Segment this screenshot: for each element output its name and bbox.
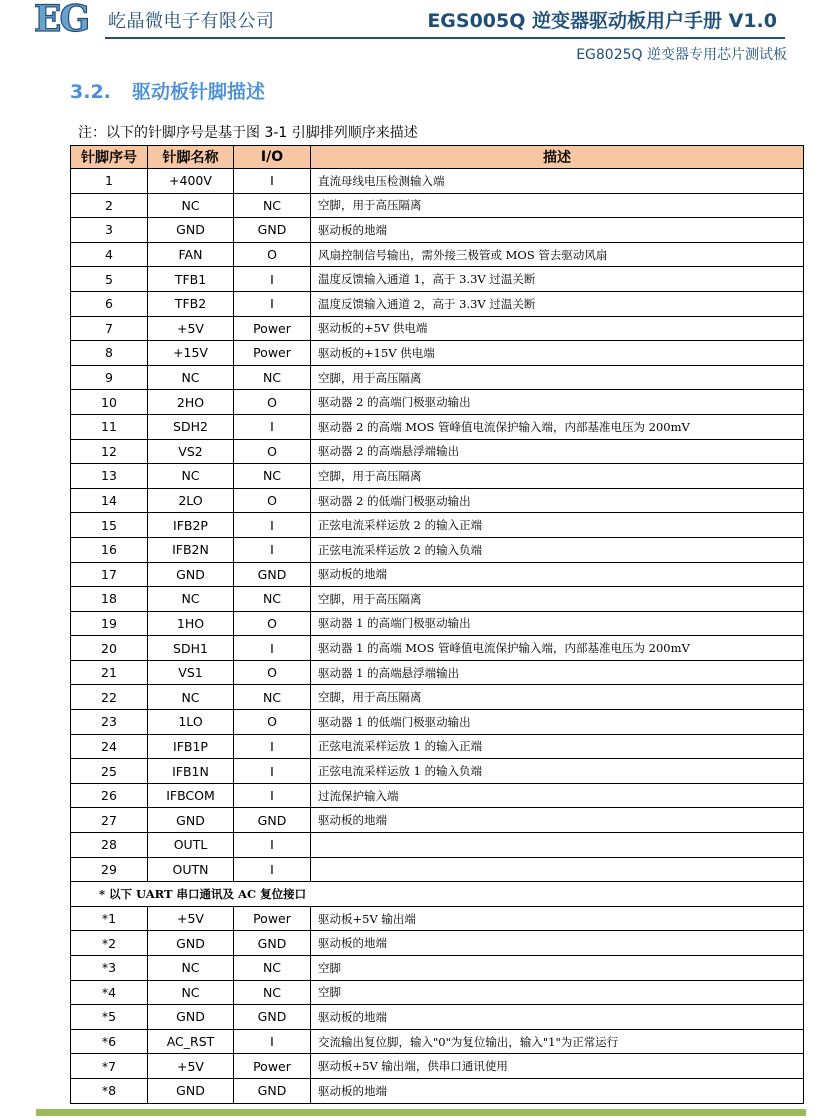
pin-io-cell: I <box>234 833 311 858</box>
pin-io-cell: O <box>234 439 311 464</box>
pin-number-cell: *8 <box>71 1078 148 1103</box>
pin-number-cell: 19 <box>71 611 148 636</box>
pin-number-cell: 22 <box>71 685 148 710</box>
pin-name-cell: NC <box>148 193 234 218</box>
table-row <box>71 685 804 710</box>
pin-number-cell: 25 <box>71 759 148 784</box>
table-row <box>71 587 804 612</box>
header-description: 描述 <box>311 146 804 169</box>
pin-table-body <box>71 169 804 1104</box>
pin-number-cell: *2 <box>71 931 148 956</box>
pin-number-cell: 23 <box>71 710 148 735</box>
pin-name-cell: VS2 <box>148 439 234 464</box>
pin-name-cell: FAN <box>148 242 234 267</box>
pin-number-cell: 20 <box>71 636 148 661</box>
pin-io-cell: NC <box>234 365 311 390</box>
pin-number-cell: 21 <box>71 660 148 685</box>
table-row <box>71 1005 804 1030</box>
pin-io-cell: NC <box>234 685 311 710</box>
pin-description-cell: 驱动器 1 的高端 MOS 管峰值电流保护输入端，内部基准电压为 200mV <box>311 636 804 661</box>
table-row <box>71 169 804 194</box>
table-row <box>71 734 804 759</box>
pin-name-cell: 2HO <box>148 390 234 415</box>
pin-io-cell: I <box>234 291 311 316</box>
pin-name-cell: SDH1 <box>148 636 234 661</box>
pin-io-cell: GND <box>234 218 311 243</box>
pin-description-cell: 驱动板的地端 <box>311 1078 804 1103</box>
table-row <box>71 931 804 956</box>
pin-io-cell: I <box>234 1029 311 1054</box>
pin-io-cell: I <box>234 537 311 562</box>
pin-io-cell: GND <box>234 1078 311 1103</box>
pin-name-cell: VS1 <box>148 660 234 685</box>
table-row <box>71 464 804 489</box>
pin-name-cell: IFB2N <box>148 537 234 562</box>
pin-io-cell: Power <box>234 341 311 366</box>
pin-io-cell: I <box>234 734 311 759</box>
pin-description-cell: 正弦电流采样运放 2 的输入负端 <box>311 537 804 562</box>
section-heading <box>70 77 265 104</box>
pin-number-cell: 1 <box>71 169 148 194</box>
pin-number-cell: *6 <box>71 1029 148 1054</box>
section-title: 驱动板针脚描述 <box>132 81 266 103</box>
pin-number-cell: *3 <box>71 956 148 981</box>
pin-name-cell: +5V <box>148 316 234 341</box>
pin-description-cell: 过流保护输入端 <box>311 783 804 808</box>
pin-number-cell: 27 <box>71 808 148 833</box>
pin-name-cell: OUTN <box>148 857 234 882</box>
table-row <box>71 808 804 833</box>
pin-name-cell: +400V <box>148 169 234 194</box>
pin-description-cell: 驱动器 2 的低端门极驱动输出 <box>311 488 804 513</box>
pin-number-cell: 8 <box>71 341 148 366</box>
pin-description-cell: 驱动器 2 的高端悬浮端输出 <box>311 439 804 464</box>
pin-name-cell: +5V <box>148 1054 234 1079</box>
pin-name-cell: IFB2P <box>148 513 234 538</box>
pin-io-cell: NC <box>234 956 311 981</box>
table-row <box>71 365 804 390</box>
pin-io-cell: GND <box>234 1005 311 1030</box>
pin-description-cell: 正弦电流采样运放 1 的输入负端 <box>311 759 804 784</box>
pin-io-cell: I <box>234 414 311 439</box>
pin-name-cell: NC <box>148 464 234 489</box>
pin-description-cell: 驱动器 1 的高端门极驱动输出 <box>311 611 804 636</box>
table-row <box>71 193 804 218</box>
pin-name-cell: 1HO <box>148 611 234 636</box>
pin-name-cell: GND <box>148 1005 234 1030</box>
table-row <box>71 710 804 735</box>
pin-description-cell: 风扇控制信号输出，需外接三极管或 MOS 管去驱动风扇 <box>311 242 804 267</box>
uart-section-row <box>71 882 804 907</box>
header-divider <box>105 37 785 39</box>
table-row <box>71 341 804 366</box>
pin-name-cell: GND <box>148 931 234 956</box>
pin-number-cell: 15 <box>71 513 148 538</box>
pin-description-cell: 交流输出复位脚，输入"0"为复位输出，输入"1"为正常运行 <box>311 1029 804 1054</box>
pin-number-cell: *5 <box>71 1005 148 1030</box>
table-note: 注：以下的针脚序号是基于图 3-1 引脚排列顺序来描述 <box>78 125 418 141</box>
pin-name-cell: OUTL <box>148 833 234 858</box>
pin-io-cell: I <box>234 513 311 538</box>
pin-name-cell: IFB1P <box>148 734 234 759</box>
pin-io-cell: I <box>234 169 311 194</box>
pin-name-cell: +15V <box>148 341 234 366</box>
svg-text:EG: EG <box>34 0 89 36</box>
pin-number-cell: 3 <box>71 218 148 243</box>
pin-io-cell: O <box>234 390 311 415</box>
table-row <box>71 833 804 858</box>
header-pin-number: 针脚序号 <box>71 146 148 169</box>
pin-name-cell: NC <box>148 365 234 390</box>
footer-bar <box>36 1109 806 1116</box>
pin-io-cell: Power <box>234 906 311 931</box>
pin-io-cell: NC <box>234 193 311 218</box>
table-row <box>71 611 804 636</box>
pin-description-cell: 驱动器 1 的低端门极驱动输出 <box>311 710 804 735</box>
pin-name-cell: TFB1 <box>148 267 234 292</box>
company-name: 屹晶微电子有限公司 <box>108 11 275 32</box>
pin-description-cell: 正弦电流采样运放 2 的输入正端 <box>311 513 804 538</box>
table-row <box>71 414 804 439</box>
pin-description-cell: 空脚，用于高压隔离 <box>311 587 804 612</box>
table-row <box>71 636 804 661</box>
pin-name-cell: AC_RST <box>148 1029 234 1054</box>
pin-name-cell: SDH2 <box>148 414 234 439</box>
table-row <box>71 906 804 931</box>
pin-description-cell: 正弦电流采样运放 1 的输入正端 <box>311 734 804 759</box>
pin-number-cell: *4 <box>71 980 148 1005</box>
table-row <box>71 488 804 513</box>
pin-number-cell: *7 <box>71 1054 148 1079</box>
pin-description-cell: 驱动板+5V 输出端 <box>311 906 804 931</box>
pin-description-cell: 驱动板的地端 <box>311 218 804 243</box>
pin-name-cell: 1LO <box>148 710 234 735</box>
table-row <box>71 783 804 808</box>
pin-description-cell: 空脚 <box>311 980 804 1005</box>
pin-table <box>70 145 804 1104</box>
pin-io-cell: GND <box>234 931 311 956</box>
pin-io-cell: I <box>234 857 311 882</box>
pin-name-cell: NC <box>148 980 234 1005</box>
table-row <box>71 759 804 784</box>
pin-description-cell: 空脚 <box>311 956 804 981</box>
document-title: EGS005Q 逆变器驱动板用户手册 V1.0 <box>427 10 777 32</box>
pin-description-cell: 空脚，用于高压隔离 <box>311 685 804 710</box>
pin-description-cell: 驱动板的地端 <box>311 808 804 833</box>
pin-number-cell: 28 <box>71 833 148 858</box>
pin-io-cell: O <box>234 488 311 513</box>
pin-number-cell: 9 <box>71 365 148 390</box>
table-row <box>71 513 804 538</box>
pin-description-cell: 驱动板+5V 输出端，供串口通讯使用 <box>311 1054 804 1079</box>
section-number: 3.2. <box>70 81 111 103</box>
pin-name-cell: NC <box>148 956 234 981</box>
pin-io-cell: I <box>234 636 311 661</box>
pin-io-cell: I <box>234 759 311 784</box>
pin-io-cell: I <box>234 783 311 808</box>
pin-description-cell: 驱动板的地端 <box>311 562 804 587</box>
pin-io-cell: NC <box>234 980 311 1005</box>
pin-description-cell: 驱动器 2 的高端 MOS 管峰值电流保护输入端，内部基准电压为 200mV <box>311 414 804 439</box>
pin-name-cell: NC <box>148 587 234 612</box>
table-row <box>71 267 804 292</box>
pin-number-cell: 6 <box>71 291 148 316</box>
pin-number-cell: 4 <box>71 242 148 267</box>
table-row <box>71 562 804 587</box>
pin-name-cell: +5V <box>148 906 234 931</box>
header-pin-name: 针脚名称 <box>148 146 234 169</box>
table-row <box>71 956 804 981</box>
pin-description-cell: 温度反馈输入通道 2，高于 3.3V 过温关断 <box>311 291 804 316</box>
table-row <box>71 1078 804 1103</box>
pin-name-cell: IFB1N <box>148 759 234 784</box>
table-row <box>71 857 804 882</box>
table-row <box>71 1054 804 1079</box>
pin-description-cell <box>311 857 804 882</box>
pin-io-cell: GND <box>234 808 311 833</box>
pin-io-cell: GND <box>234 562 311 587</box>
pin-number-cell: 16 <box>71 537 148 562</box>
pin-name-cell: NC <box>148 685 234 710</box>
pin-description-cell <box>311 833 804 858</box>
pin-io-cell: O <box>234 242 311 267</box>
table-row <box>71 1029 804 1054</box>
pin-name-cell: TFB2 <box>148 291 234 316</box>
pin-number-cell: 14 <box>71 488 148 513</box>
pin-number-cell: 24 <box>71 734 148 759</box>
pin-number-cell: 5 <box>71 267 148 292</box>
pin-name-cell: GND <box>148 218 234 243</box>
eg-logo <box>32 0 100 36</box>
pin-description-cell: 驱动板的地端 <box>311 931 804 956</box>
table-row <box>71 218 804 243</box>
table-row <box>71 660 804 685</box>
pin-io-cell: O <box>234 710 311 735</box>
pin-io-cell: Power <box>234 1054 311 1079</box>
pin-description-cell: 空脚，用于高压隔离 <box>311 365 804 390</box>
pin-description-cell: 驱动板的+5V 供电端 <box>311 316 804 341</box>
pin-number-cell: 18 <box>71 587 148 612</box>
table-row <box>71 980 804 1005</box>
pin-number-cell: 17 <box>71 562 148 587</box>
pin-description-cell: 驱动板的地端 <box>311 1005 804 1030</box>
table-row <box>71 316 804 341</box>
pin-description-cell: 空脚，用于高压隔离 <box>311 193 804 218</box>
pin-name-cell: GND <box>148 1078 234 1103</box>
pin-name-cell: 2LO <box>148 488 234 513</box>
pin-number-cell: 7 <box>71 316 148 341</box>
table-header-row <box>71 146 804 169</box>
page-header <box>0 0 839 70</box>
pin-number-cell: 11 <box>71 414 148 439</box>
uart-section-note: * 以下 UART 串口通讯及 AC 复位接口 <box>71 882 804 907</box>
pin-io-cell: O <box>234 611 311 636</box>
pin-number-cell: 12 <box>71 439 148 464</box>
pin-number-cell: 13 <box>71 464 148 489</box>
table-row <box>71 242 804 267</box>
pin-io-cell: I <box>234 267 311 292</box>
pin-name-cell: IFBCOM <box>148 783 234 808</box>
pin-number-cell: *1 <box>71 906 148 931</box>
pin-number-cell: 29 <box>71 857 148 882</box>
pin-number-cell: 10 <box>71 390 148 415</box>
pin-number-cell: 26 <box>71 783 148 808</box>
pin-description-cell: 驱动器 2 的高端门极驱动输出 <box>311 390 804 415</box>
table-row <box>71 439 804 464</box>
pin-description-cell: 空脚，用于高压隔离 <box>311 464 804 489</box>
pin-io-cell: O <box>234 660 311 685</box>
header-io: I/O <box>234 146 311 169</box>
table-row <box>71 537 804 562</box>
pin-name-cell: GND <box>148 808 234 833</box>
pin-description-cell: 温度反馈输入通道 1，高于 3.3V 过温关断 <box>311 267 804 292</box>
document-subtitle: EG8025Q 逆变器专用芯片测试板 <box>576 47 787 63</box>
pin-io-cell: NC <box>234 464 311 489</box>
pin-name-cell: GND <box>148 562 234 587</box>
table-row <box>71 390 804 415</box>
table-row <box>71 291 804 316</box>
pin-io-cell: NC <box>234 587 311 612</box>
pin-number-cell: 2 <box>71 193 148 218</box>
pin-io-cell: Power <box>234 316 311 341</box>
pin-description-cell: 直流母线电压检测输入端 <box>311 169 804 194</box>
pin-description-cell: 驱动板的+15V 供电端 <box>311 341 804 366</box>
pin-description-cell: 驱动器 1 的高端悬浮端输出 <box>311 660 804 685</box>
